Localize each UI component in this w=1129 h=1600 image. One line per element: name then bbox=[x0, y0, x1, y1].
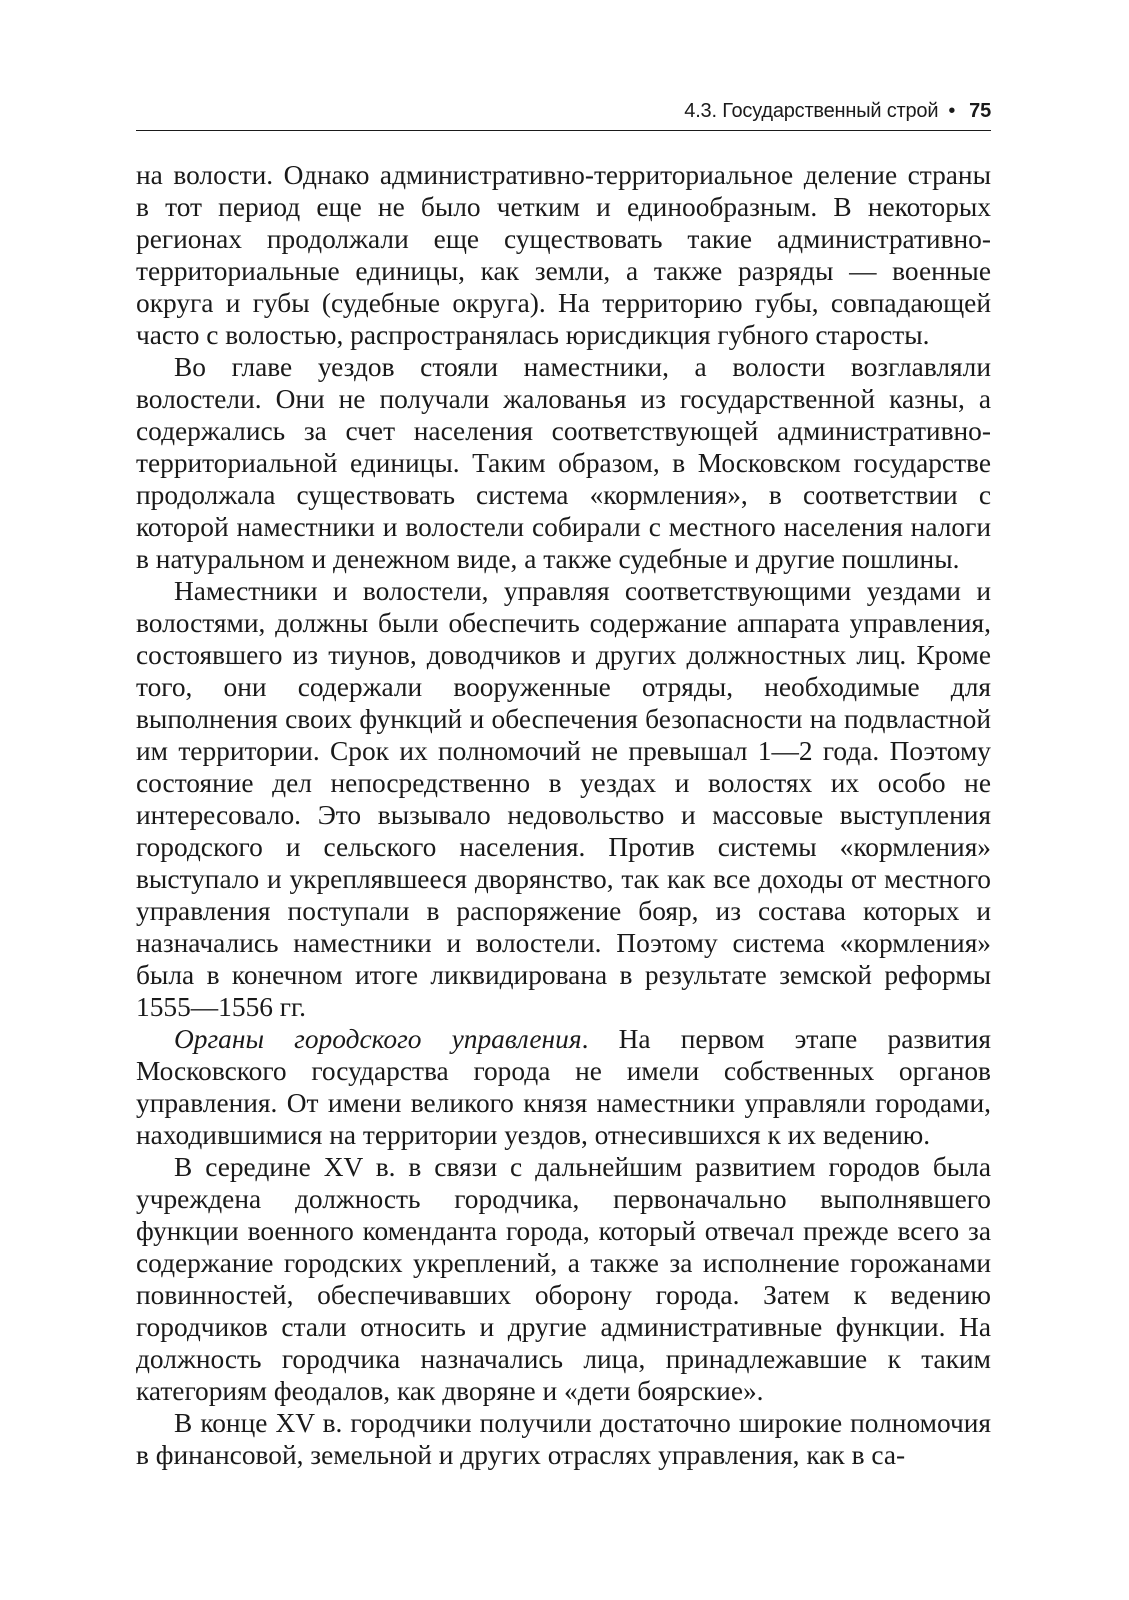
paragraph bbox=[136, 1023, 991, 1151]
paragraph: В середине XV в. в связи с дальнейшим развитием городов была учреждена должность городчика, первоначально выполнявшего функции военного коменданта города, который отвечал прежде всего за содержание городских укреплений, а также за исполнение горожанами повинностей, обеспечивавших оборону города. Затем к ведению городчиков стали относить и другие административные функции. На должность городчика назначались лица, принадлежавшие к таким категориям феодалов, как дворяне и «дети боярские». bbox=[136, 1152, 991, 1406]
paragraph: Наместники и волостели, управляя соответствующими уездами и волостями, должны были обеспечить содержание аппарата управления, состоявшего из тиунов, доводчиков и других должностных лиц. Кроме того, они содержали вооруженные отряды, необходимые для выполнения своих функций и обеспечения безопасности на подвластной им территории. Срок их полномочий не превышал 1—2 года. Поэтому состояние дел непосредственно в уездах и волостях их особо не интересовало. Это вызывало недовольство и массовые выступления городского и сельского населения. Против системы «кормления» выступало и укреплявшееся дворянство, так как все доходы от местного управления поступали в распоряжение бояр, из состава которых и назначались наместники и волостели. Поэтому система «кормления» была в конечном итоге ликвидирована в результате земской реформы 1555—1556 гг. bbox=[136, 576, 991, 1022]
paragraph: на волости. Однако административно-территориальное деление страны в тот период еще не было четким и единообразным. В некоторых регионах продолжали еще существовать такие административно-территориальные единицы, как земли, а также разряды — военные округа и губы (судебные округа). На территорию губы, совпадающей часто с волостью, распространялась юрисдикция губного старосты. bbox=[136, 160, 991, 350]
paragraph: В конце XV в. городчики получили достаточно широкие полномочия в финансовой, земельной и других отраслях управления, как в са- bbox=[136, 1408, 991, 1470]
header-separator: • bbox=[948, 100, 956, 122]
body-text bbox=[136, 159, 991, 1471]
book-page bbox=[136, 100, 991, 1471]
italic-lead-term: Органы городского управления bbox=[174, 1024, 582, 1054]
paragraph-text: . На первом этапе развития Московского государства города не имели собственных органов управления. От имени великого князя наместники управляли городами, находившимися на территории уездов, отнесившихся к их ведению. bbox=[136, 1024, 991, 1150]
running-header bbox=[136, 100, 991, 131]
section-title: 4.3. Государственный строй bbox=[684, 100, 939, 122]
paragraph: Во главе уездов стояли наместники, а волости возглавляли волостели. Они не получали жалованья из государственной казны, а содержались за счет населения соответствующей административно-территориальной единицы. Таким образом, в Московском государстве продолжала существовать система «кормления», в соответствии с которой наместники и волостели собирали с местного населения налоги в натуральном и денежном виде, а также судебные и другие пошлины. bbox=[136, 352, 991, 574]
page-number: 75 bbox=[969, 100, 991, 122]
